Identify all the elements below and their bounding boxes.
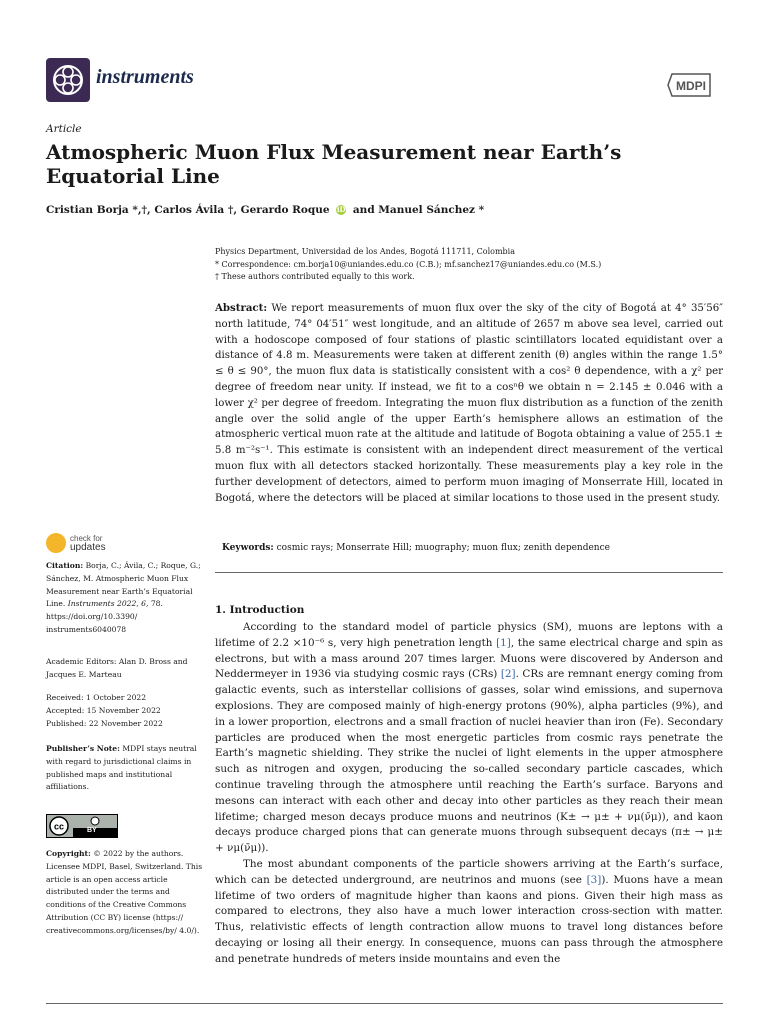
publisher-note (46, 743, 206, 794)
copyright-text: © 2022 by the authors. Licensee MDPI, Basel, Switzerland. This article is an open access article distributed under the terms and conditions of the Creative Commons Attribution (CC BY) license (https:// creativecommons.org/licenses/by/ 4.0/). (46, 849, 203, 935)
divider (215, 572, 723, 573)
publisher-note-text: MDPI stays neutral with regard to jurisdictional claims in published maps and institutional affiliations. (46, 744, 197, 792)
article-title: Atmospheric Muon Flux Measurement near Earth’s Equatorial Line (46, 140, 622, 188)
published-date: Published: 22 November 2022 (46, 718, 163, 728)
received-date: Received: 1 October 2022 (46, 693, 147, 702)
introduction-body (215, 620, 723, 968)
paragraph: The most abundant components of the particle showers arriving at the Earth’s surface, which can be detected underground, are neutrinos and muons (see [3]). Muons have a mean lifetime of two orders of magnitude higher than kaons and pions. Given their high mass as compared to electrons, they also have a much lower interaction cross-section with matter. Thus, relativistic effects of length contraction allow muons to travel long distances before decaying or losing all their energy. In consequence, muons can pass through the atmosphere and penetrate hundreds of meters inside mountains and even the (215, 857, 724, 965)
check-for-text: check for (70, 534, 103, 543)
citation-text: Borja, C.; Ávila, C.; Roque, G.; Sánchez, M. Atmospheric Muon Flux Measurement near Earth’s Equatorial Line. (46, 561, 201, 609)
cc-by-text: BY (87, 827, 97, 834)
keywords-text: cosmic rays; Monserrate Hill; muography; muon flux; zenith dependence (276, 543, 610, 553)
paragraph: According to the standard model of particle physics (SM), muons are leptons with a lifetime of 2.2 ×10⁻⁶ s, very high penetration length [1], the same electrical charge and spin as electrons, but with a mass around 207 times larger. Muons were discovered by Anderson and Neddermeyer in 1936 via studying cosmic rays (CRs) [2]. CRs are remnant energy coming from galactic events, such as interstellar collisions of gasses, solar wind emissions, and supernova explosions. They are composed mainly of high-energy protons (90%), alpha particles (9%), and in a lower proportion, electrons and a small fraction of nuclei heavier than iron (Fe). Secondary particles are produced when the most energetic particles from cosmic rays penetrate the Earth’s magnetic shielding. They strike the nuclei of light elements in the upper atmosphere such as nitrogen and oxygen, producing the so-called secondary particle cascades, which continue traveling through the atmosphere until reaching the Earth’s surface. Baryons and mesons can interact with each other and decay into other particles as they reach their mean lifetime; charged meson decays produce muons and neutrinos (K± → μ± + νμ(ν̄μ)), and kaon decays produce charged pions that can generate muons through subsequent decays (π± → μ± + νμ(ν̄μ)). (215, 621, 723, 855)
citation-block (46, 560, 206, 637)
updates-text: updates (70, 542, 106, 553)
correspondence-line: * Correspondence: cm.borja10@uniandes.edu.co (C.B.); mf.sanchez17@uniandes.edu.co (M.S.) (215, 259, 602, 269)
cc-by-license-badge[interactable] (46, 814, 118, 838)
section-heading-introduction: 1. Introduction (215, 604, 305, 616)
keywords (222, 543, 610, 553)
abstract-label: Abstract: (215, 302, 268, 314)
reference-link-3[interactable]: [3] (586, 873, 602, 886)
check-updates-icon (46, 533, 66, 553)
publisher-note-label: Publisher’s Note: (46, 744, 120, 753)
citation-journal: Instruments 2022, 6, (67, 599, 149, 609)
abstract (215, 301, 723, 506)
reference-link-2[interactable]: [2] (500, 668, 516, 681)
svg-text:cc: cc (53, 821, 65, 832)
reference-link-1[interactable]: [1] (496, 636, 511, 649)
affiliations (215, 246, 725, 284)
mdpi-wordmark: MDPI (676, 79, 706, 93)
equal-contribution-line: † These authors contributed equally to this work. (215, 272, 415, 281)
journal-logo (46, 58, 90, 102)
citation-doi[interactable]: 78. https://doi.org/10.3390/ instruments6040078 (46, 599, 163, 634)
article-type: Article (46, 123, 82, 135)
orcid-icon[interactable]: iD (336, 205, 346, 214)
keywords-label: Keywords: (222, 543, 274, 553)
academic-editors: Academic Editors: Alan D. Bross and Jacques E. Marteau (46, 657, 188, 679)
copyright-block (46, 848, 206, 938)
citation-label: Citation: (46, 561, 84, 570)
journal-name: instruments (96, 66, 194, 88)
mdpi-logo (666, 70, 716, 100)
copyright-label: Copyright: (46, 849, 91, 858)
affiliation-line: Physics Department, Universidad de los Andes, Bogotá 111711, Colombia (215, 247, 515, 256)
abstract-text: We report measurements of muon flux over the sky of the city of Bogotá at 4° 35′56″ north latitude, 74° 04′51″ west longitude, and an altitude of 2657 m above sea level, carried out with a hodoscope composed of four stations of plastic scintillators located equidistant over a distance of 4.8 m. Measurements were taken at different zenith (θ) angles within the range 1.5° ≤ θ ≤ 90°, the muon flux data is statistically consistent with a cos² θ dependence, with a χ² per degree of freedom near unity. If instead, we fit to a cosⁿθ we obtain n = 2.145 ± 0.046 with a lower χ² per degree of freedom. Integrating the muon flux distribution as a function of the zenith angle over the solid angle of the upper Earth’s hemisphere allows an estimation of the atmospheric vertical muon rate at the altitude and latitude of Bogota obtaining a value of 255.1 ± 5.8 m⁻²s⁻¹. This estimate is consistent with an independent direct measurement of the vertical muon flux with all detectors stacked horizontally. These measurements play a key role in the further development of detectors, aimed to perform muon imaging of Monserrate Hill, located in Bogotá, where the detectors will be placed at similar locations to those used in the present study. (215, 303, 723, 504)
footer-divider (46, 1003, 723, 1004)
dates-block (46, 692, 206, 730)
authors-text: Cristian Borja *,†, Carlos Ávila †, Gerardo Roque (46, 204, 330, 216)
accepted-date: Accepted: 15 November 2022 (46, 705, 161, 715)
check-for-updates-badge[interactable] (46, 533, 206, 555)
authors-tail: and Manuel Sánchez * (352, 204, 485, 216)
author-list (46, 204, 484, 216)
